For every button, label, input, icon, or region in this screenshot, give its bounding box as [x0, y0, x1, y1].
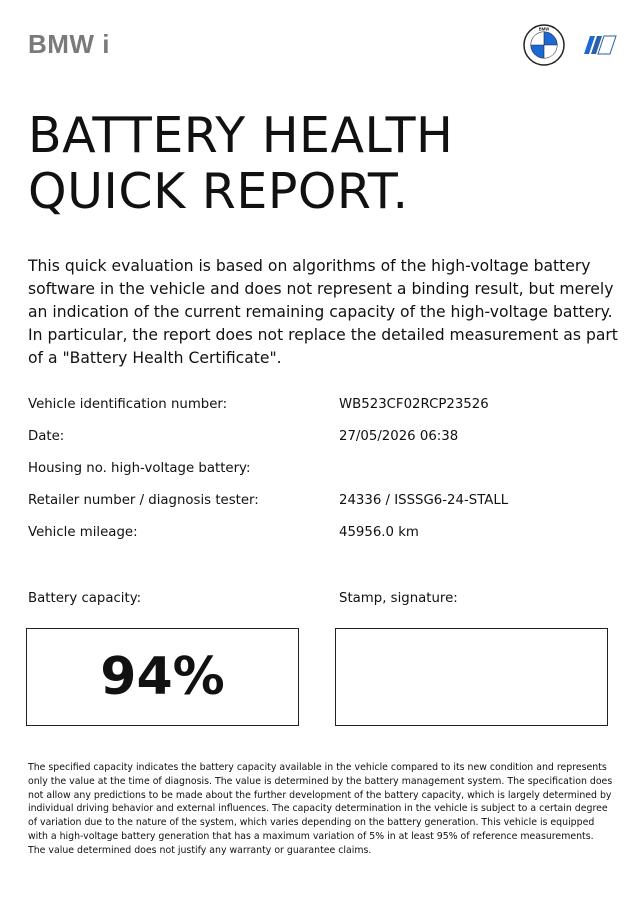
capacity-label: Battery capacity: — [28, 591, 142, 606]
detail-label: Retailer number / diagnosis tester: — [28, 493, 259, 508]
intro-paragraph: This quick evaluation is based on algorithms of the high-voltage battery software in the vehicle and does not represent a binding result, but merely an indication of the current remaining capacity of the high-voltage battery. In particular, the report does not replace the detailed measurement as part of a "Battery Health Certificate". — [28, 257, 618, 367]
detail-row-vin — [28, 395, 618, 427]
vehicle-details — [28, 395, 618, 555]
detail-value: 24336 / ISSSG6-24-STALL — [339, 493, 509, 508]
detail-row-retailer — [28, 491, 618, 523]
report-title: BATTERY HEALTH QUICK REPORT. — [28, 107, 454, 220]
brand-name: BMW i — [28, 29, 110, 59]
bmw-i-stripes-icon — [578, 34, 618, 56]
disclaimer-footnote: The specified capacity indicates the battery capacity available in the vehicle compared to its new condition and represents only the value at the time of diagnosis. The value is determined by the battery management system. The specification does not allow any predictions to be made about the further development of the battery capacity, which is largely determined by individual driving behavior and external influences. The capacity determination in the vehicle is subject to a certain degree of variation due to the nature of the system, which varies depending on the battery generation. This vehicle is equipped with a high-voltage battery generation that has a maximum variation of 5% in at least 95% of reference measurements. The value determined does not justify any warranty or guarantee claims. — [28, 762, 613, 856]
detail-label: Vehicle mileage: — [28, 525, 138, 540]
detail-row-mileage — [28, 523, 618, 555]
svg-text:BMW: BMW — [538, 26, 550, 32]
detail-value: 27/05/2026 06:38 — [339, 429, 459, 444]
detail-row-date — [28, 427, 618, 459]
detail-label: Vehicle identification number: — [28, 397, 228, 412]
detail-label: Housing no. high-voltage battery: — [28, 461, 251, 476]
detail-label: Date: — [28, 429, 65, 444]
bmw-roundel-icon — [523, 24, 565, 66]
stamp-label: Stamp, signature: — [339, 591, 458, 606]
capacity-value: 94% — [100, 647, 225, 707]
detail-value: 45956.0 km — [339, 525, 419, 540]
detail-value: WB523CF02RCP23526 — [339, 397, 489, 412]
stamp-signature-box — [335, 628, 608, 726]
capacity-box — [26, 628, 299, 726]
detail-row-housing — [28, 459, 618, 491]
